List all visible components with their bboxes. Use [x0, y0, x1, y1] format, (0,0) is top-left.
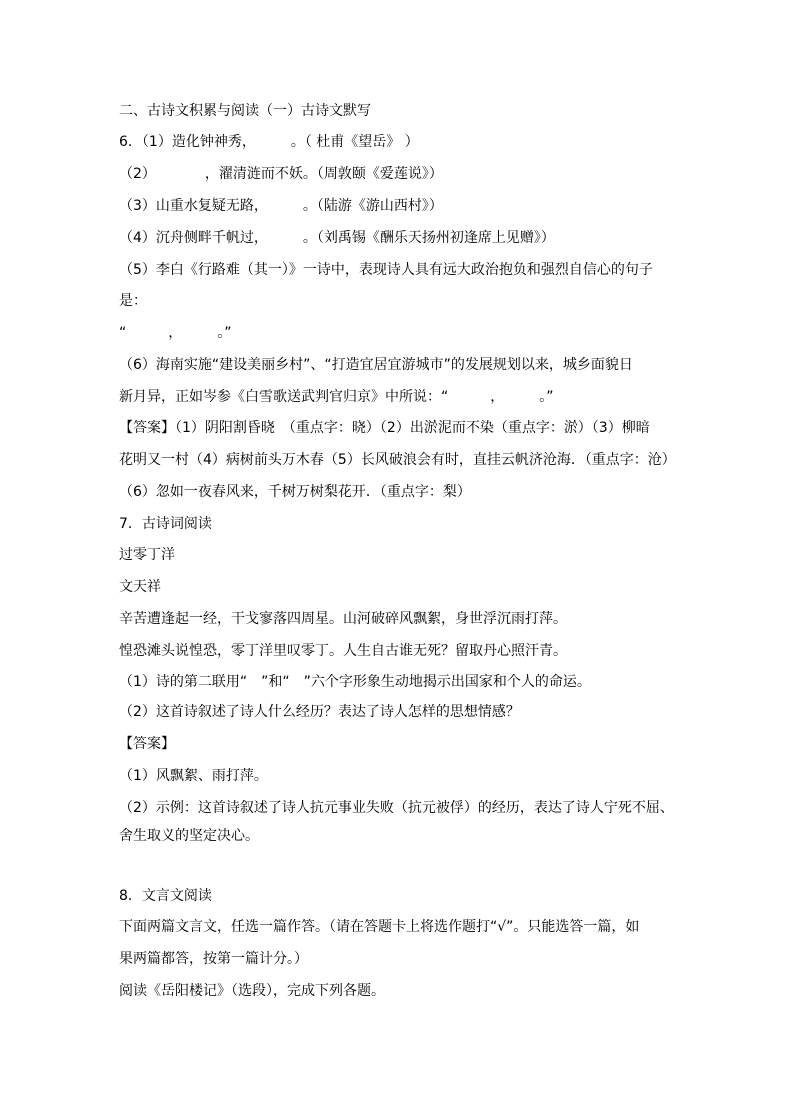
question-6-5-cont: 是：	[119, 293, 147, 309]
question-7-2: （2）这首诗叙述了诗人什么经历？表达了诗人怎样的思想情感？	[119, 704, 520, 720]
question-7-1: （1）诗的第二联用“ ”和“ ”六个字形象生动地揭示出国家和个人的命运。	[119, 674, 591, 690]
question-6-2: （2） ，濯清涟而不妖。（周敦颐《爱莲说》）	[119, 166, 443, 182]
poem-line-2: 惶恐滩头说惶恐，零丁洋里叹零丁。人生自古谁无死？留取丹心照汗青。	[119, 643, 567, 659]
answer-7-2: （2）示例：这首诗叙述了诗人抗元事业失败（抗元被俘）的经历，表达了诗人宁死不屈、	[119, 800, 674, 816]
poem-title: 过零丁洋	[119, 547, 175, 563]
answer-6-cont: 花明又一村（4）病树前头万木春（5）长风破浪会有时，直挂云帆济沧海．（重点字：沧）	[119, 452, 676, 468]
question-8-heading: 8．文言文阅读	[119, 888, 212, 904]
question-6-3: （3）山重水复疑无路， 。（陆游《游山西村》）	[119, 198, 443, 214]
question-8-instructions-cont: 果两篇都答，按第一篇计分。）	[119, 951, 308, 967]
poem-line-1: 辛苦遭逢起一经，干戈寥落四周星。山河破碎风飘絮，身世浮沉雨打萍。	[119, 611, 567, 627]
question-6-1: 6．（1）造化钟神秀， 。（ 杜甫《望岳》 ）	[119, 134, 419, 150]
question-6-5: （5）李白《行路难（其一）》一诗中，表现诗人具有远大政治抱负和强烈自信心的句子	[119, 262, 653, 278]
question-6-5-blank: “ ， 。”	[119, 325, 232, 341]
question-8-prompt: 阅读《岳阳楼记》（选段），完成下列各题。	[119, 983, 385, 999]
poem-author: 文天祥	[119, 579, 161, 595]
answer-7-1: （1）风飘絮、雨打萍。	[119, 768, 268, 784]
answer-7-label: 【答案】	[119, 736, 175, 752]
answer-6: 【答案】（1）阴阳割昏晓 （重点字：晓）（2）出淤泥而不染（重点字：淤）（3）柳暗	[119, 420, 650, 436]
question-6-6: （6）海南实施“建设美丽乡村”、“打造宜居宜游城市”的发展规划以来，城乡面貌日	[119, 357, 633, 373]
question-6-4: （4）沉舟侧畔千帆过， 。（刘禹锡《酬乐天扬州初逢席上见赠》）	[119, 230, 555, 246]
question-6-6-cont: 新月异，正如岑参《白雪歌送武判官归京》中所说：“ ， 。”	[119, 389, 554, 405]
question-8-instructions: 下面两篇文言文，任选一篇作答。（请在答题卡上将选作题打“√”。只能选答一篇，如	[119, 919, 640, 935]
section-heading: 二、古诗文积累与阅读（一）古诗文默写	[119, 103, 371, 119]
answer-6-cont2: （6）忽如一夜春风来，千树万树梨花开．（重点字：梨）	[119, 484, 471, 500]
question-7-heading: 7．古诗词阅读	[119, 516, 212, 532]
answer-7-2-cont: 舍生取义的坚定决心。	[119, 828, 259, 844]
